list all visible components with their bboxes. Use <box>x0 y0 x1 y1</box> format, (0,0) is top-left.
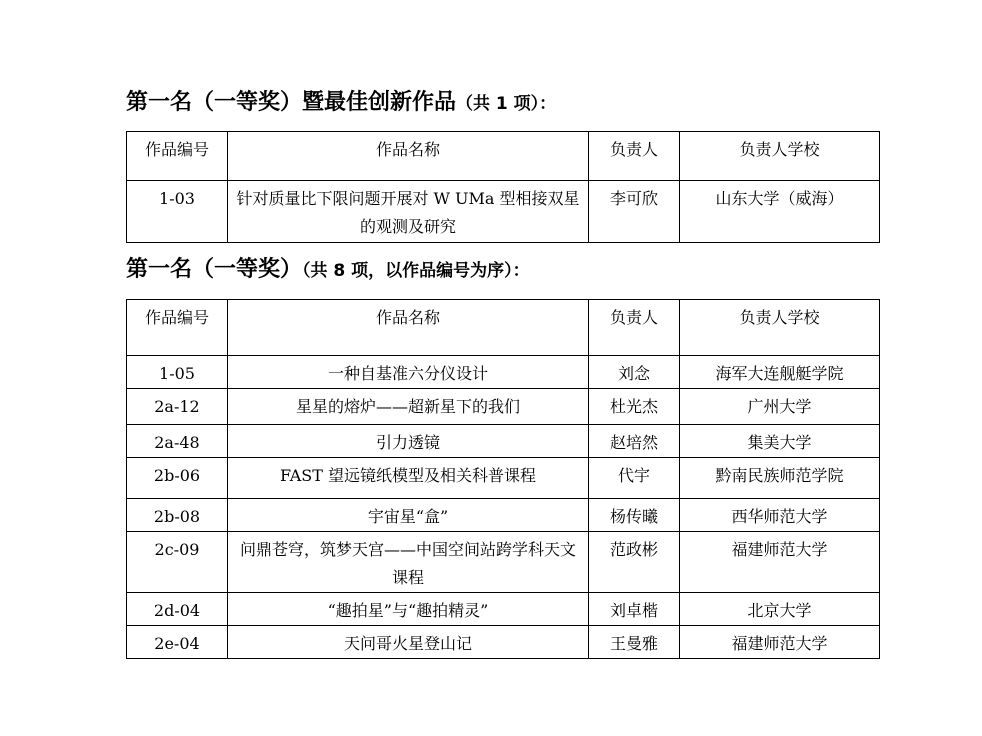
entry-id-cell: 2b-06 <box>127 458 228 499</box>
school-cell: 北京大学 <box>680 593 880 626</box>
school-cell: 山东大学（威海） <box>680 181 880 243</box>
section-2-title: 第一名（一等奖） <box>126 257 303 282</box>
entry-id-cell: 2a-12 <box>127 389 228 425</box>
table-row <box>127 593 880 626</box>
entry-title-cell: FAST 望远镜纸模型及相关科普课程 <box>228 458 589 499</box>
column-header: 负责人学校 <box>680 132 880 181</box>
entry-id-cell: 2d-04 <box>127 593 228 626</box>
school-cell: 黔南民族师范学院 <box>680 458 880 499</box>
entry-title-cell: 天问哥火星登山记 <box>228 626 589 659</box>
column-header: 负责人学校 <box>680 300 880 356</box>
entry-title-cell: 问鼎苍穹，筑梦天宫——中国空间站跨学科天文课程 <box>228 532 589 593</box>
entry-id-cell: 1-03 <box>127 181 228 243</box>
entry-title-cell: “趣拍星”与“趣拍精灵” <box>228 593 589 626</box>
section-1-note: （共 1 项）： <box>456 94 557 114</box>
leader-cell: 赵培然 <box>589 425 680 458</box>
section-1-heading <box>126 88 556 119</box>
entry-title-cell: 宇宙星“盒” <box>228 499 589 532</box>
leader-cell: 代宇 <box>589 458 680 499</box>
school-cell: 海军大连舰艇学院 <box>680 356 880 389</box>
section-2-heading <box>126 255 530 286</box>
leader-cell: 范政彬 <box>589 532 680 593</box>
table-row <box>127 499 880 532</box>
table-row <box>127 389 880 425</box>
table-row <box>127 626 880 659</box>
leader-cell: 杜光杰 <box>589 389 680 425</box>
table-row <box>127 181 880 243</box>
entry-id-cell: 1-05 <box>127 356 228 389</box>
entry-title-cell: 一种自基准六分仪设计 <box>228 356 589 389</box>
column-header: 负责人 <box>589 132 680 181</box>
column-header: 作品名称 <box>228 300 589 356</box>
table-row <box>127 356 880 389</box>
school-cell: 福建师范大学 <box>680 626 880 659</box>
leader-cell: 王曼雅 <box>589 626 680 659</box>
entry-title-cell: 星星的熔炉——超新星下的我们 <box>228 389 589 425</box>
award-table-best-innovation <box>126 131 880 243</box>
school-cell: 西华师范大学 <box>680 499 880 532</box>
leader-cell: 李可欣 <box>589 181 680 243</box>
school-cell: 集美大学 <box>680 425 880 458</box>
entry-id-cell: 2c-09 <box>127 532 228 593</box>
column-header: 作品名称 <box>228 132 589 181</box>
section-1-title: 第一名（一等奖）暨最佳创新作品 <box>126 90 457 115</box>
header-row <box>127 132 880 181</box>
school-cell: 广州大学 <box>680 389 880 425</box>
column-header: 作品编号 <box>127 300 228 356</box>
leader-cell: 刘念 <box>589 356 680 389</box>
entry-id-cell: 2e-04 <box>127 626 228 659</box>
table-row <box>127 458 880 499</box>
section-2-note: （共 8 项，以作品编号为序）： <box>302 261 530 281</box>
school-cell: 福建师范大学 <box>680 532 880 593</box>
header-row <box>127 300 880 356</box>
column-header: 作品编号 <box>127 132 228 181</box>
entry-title-cell: 针对质量比下限问题开展对 W UMa 型相接双星的观测及研究 <box>228 181 589 243</box>
entry-id-cell: 2a-48 <box>127 425 228 458</box>
entry-id-cell: 2b-08 <box>127 499 228 532</box>
leader-cell: 刘卓楷 <box>589 593 680 626</box>
column-header: 负责人 <box>589 300 680 356</box>
leader-cell: 杨传曦 <box>589 499 680 532</box>
table-row <box>127 425 880 458</box>
award-table-first-prize <box>126 299 880 659</box>
table-row <box>127 532 880 593</box>
entry-title-cell: 引力透镜 <box>228 425 589 458</box>
